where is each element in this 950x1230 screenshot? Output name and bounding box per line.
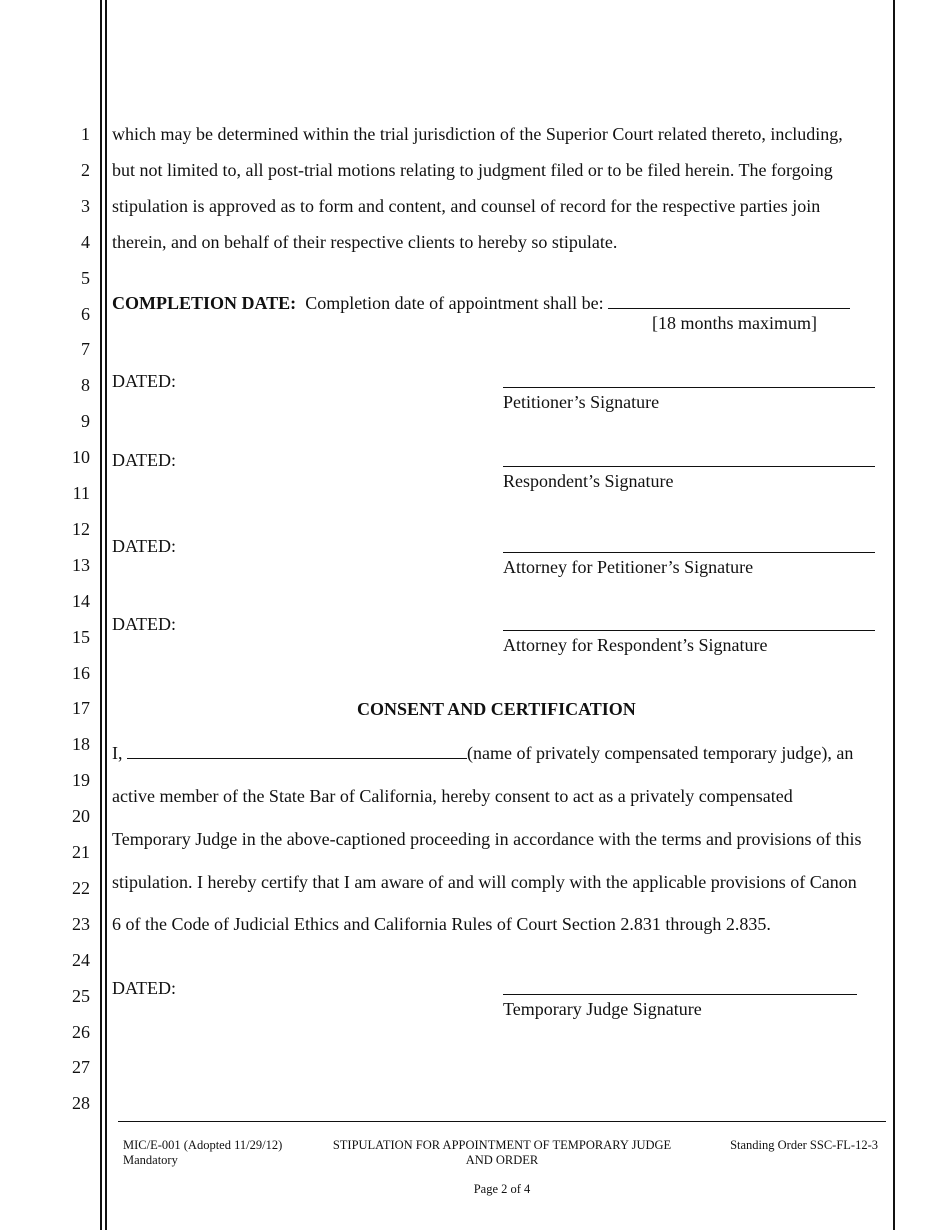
body-line-4: therein, and on behalf of their respective clients to hereby so stipulate. <box>112 232 618 252</box>
line-number: 2 <box>81 159 90 180</box>
consent-i: I, <box>112 743 123 763</box>
consent-heading: CONSENT AND CERTIFICATION <box>357 699 636 719</box>
line-number: 18 <box>72 734 90 755</box>
line-number: 13 <box>72 554 90 575</box>
judge-name-field[interactable] <box>127 742 467 759</box>
footer-title-line-1: STIPULATION FOR APPOINTMENT OF TEMPORARY JUDGE <box>332 1138 672 1152</box>
footer-form-id: MIC/E-001 (Adopted 11/29/12) <box>123 1138 283 1152</box>
line-number: 11 <box>72 483 90 503</box>
margin-rule-left-outer <box>100 0 102 1230</box>
footer-page-number: Page 2 of 4 <box>473 1182 531 1196</box>
dated-label: DATED: <box>112 371 176 391</box>
line-number: 20 <box>72 806 90 827</box>
consent-line-3: Temporary Judge in the above-captioned proceeding in accordance with the terms and provisions of this <box>112 829 862 849</box>
completion-date-field[interactable] <box>608 292 850 309</box>
footer-title-line-2: AND ORDER <box>465 1153 539 1167</box>
completion-date-note: [18 months maximum] <box>652 313 817 333</box>
body-line-2: but not limited to, all post-trial motions relating to judgment filed or to be filed herein. The forgoing <box>112 160 833 180</box>
dated-label: DATED: <box>112 536 176 556</box>
consent-line-5: 6 of the Code of Judicial Ethics and California Rules of Court Section 2.831 through 2.835. <box>112 914 771 934</box>
margin-rule-right <box>893 0 895 1230</box>
attorney-respondent-signature-caption: Attorney for Respondent’s Signature <box>503 635 768 655</box>
temporary-judge-signature-caption: Temporary Judge Signature <box>503 999 702 1019</box>
footer-standing-order: Standing Order SSC-FL-12-3 <box>730 1138 878 1152</box>
line-number: 4 <box>81 231 90 252</box>
attorney-petitioner-signature-line[interactable] <box>503 552 875 553</box>
attorney-petitioner-signature-caption: Attorney for Petitioner’s Signature <box>503 557 754 577</box>
body-line-1: which may be determined within the trial jurisdiction of the Superior Court related thereto, including, <box>112 124 843 144</box>
line-number: 27 <box>72 1057 90 1078</box>
line-number: 22 <box>72 877 90 898</box>
line-number: 10 <box>72 447 90 468</box>
consent-line-1 <box>112 742 853 764</box>
consent-line-4: stipulation. I hereby certify that I am aware of and will comply with the applicable provisions of Canon <box>112 872 857 892</box>
line-number: 26 <box>72 1021 90 1042</box>
line-number: 9 <box>81 411 90 432</box>
temporary-judge-signature-line[interactable] <box>503 994 857 995</box>
line-number: 23 <box>72 913 90 934</box>
dated-label: DATED: <box>112 978 176 998</box>
respondent-signature-caption: Respondent’s Signature <box>503 471 674 491</box>
consent-name-note: (name of privately compensated temporary judge), an <box>467 743 854 763</box>
petitioner-signature-line[interactable] <box>503 387 875 388</box>
line-number: 28 <box>72 1093 90 1114</box>
attorney-respondent-signature-line[interactable] <box>503 630 875 631</box>
consent-line-2: active member of the State Bar of California, hereby consent to act as a privately compensated <box>112 786 793 806</box>
body-line-3: stipulation is approved as to form and content, and counsel of record for the respective parties join <box>112 196 821 216</box>
line-number: 6 <box>81 303 90 324</box>
line-number: 25 <box>72 985 90 1006</box>
dated-label: DATED: <box>112 450 176 470</box>
line-number: 16 <box>72 662 90 683</box>
margin-rule-left-inner <box>105 0 107 1230</box>
line-number: 24 <box>72 949 90 970</box>
respondent-signature-line[interactable] <box>503 466 875 467</box>
line-number: 19 <box>72 770 90 791</box>
line-number: 14 <box>72 590 90 611</box>
line-number: 3 <box>81 195 90 216</box>
petitioner-signature-caption: Petitioner’s Signature <box>503 392 660 412</box>
line-number: 5 <box>81 267 90 288</box>
footer-rule <box>118 1121 886 1122</box>
footer-mandatory: Mandatory <box>123 1153 178 1167</box>
line-number: 1 <box>81 124 90 144</box>
completion-date-row <box>112 292 850 314</box>
line-number: 15 <box>72 626 90 647</box>
line-number: 7 <box>81 339 90 360</box>
line-number: 17 <box>72 698 90 719</box>
completion-date-label: COMPLETION DATE: <box>112 293 297 313</box>
dated-label: DATED: <box>112 614 176 634</box>
line-number: 12 <box>72 518 90 539</box>
line-number: 8 <box>81 375 90 396</box>
line-number: 21 <box>72 842 90 862</box>
completion-date-text: Completion date of appointment shall be: <box>305 293 604 313</box>
